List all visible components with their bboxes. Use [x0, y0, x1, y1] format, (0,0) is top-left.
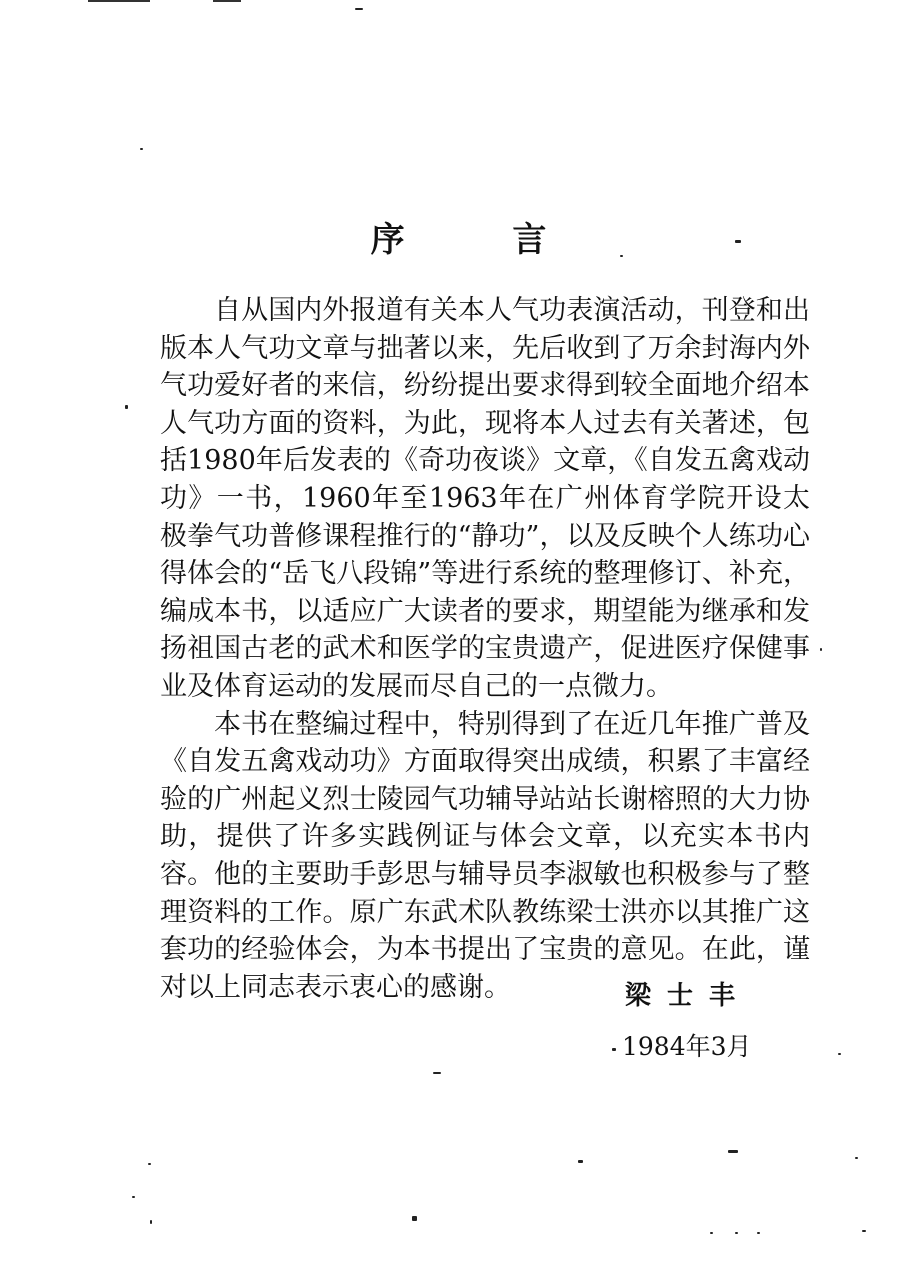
scan-speck [578, 1160, 583, 1163]
scan-speck [140, 148, 143, 150]
scan-speck [150, 1220, 152, 1224]
scan-speck [820, 648, 822, 651]
paragraph-2: 本书在整编过程中，特别得到了在近几年推广普及《自发五禽戏动功》方面取得突出成绩，积累了丰富经验的广州起义烈士陵园气功辅导站站长谢榕照的大力协助，提供了许多实践例证与体会文章，以充实本书内容。他的主要助手彭思与辅导员李淑敏也积极参与了整理资料的工作。原广东武术队教练梁士洪亦以其推广这套功的经验体会，为本书提出了宝贵的意见。在此，谨对以上同志表示衷心的感谢。 [160, 708, 810, 1003]
scan-speck [728, 1150, 738, 1153]
top-edge-mark-right [213, 0, 241, 2]
scan-speck [355, 8, 363, 10]
top-edge-mark-left [88, 0, 150, 2]
scan-speck [433, 1072, 441, 1074]
scan-speck [612, 1048, 616, 1051]
scan-speck [757, 1232, 760, 1234]
scan-speck [148, 1163, 151, 1165]
scan-speck [132, 1196, 135, 1198]
scan-speck [862, 1230, 866, 1232]
scan-speck [125, 405, 128, 409]
scan-speck [710, 1232, 713, 1234]
author-signature: 梁士丰 [625, 981, 752, 1011]
scan-speck [735, 1232, 738, 1234]
preface-title: 序 言 [370, 220, 595, 260]
preface-body [160, 292, 810, 1006]
paragraph-1: 自从国内外报道有关本人气功表演活动，刊登和出版本人气功文章与拙著以来，先后收到了万余封海内外气功爱好者的来信，纷纷提出要求得到较全面地介绍本人气功方面的资料，为此，现将本人过去有关著述，包括1980年后发表的《奇功夜谈》文章，《自发五禽戏动功》一书，1960年至1963年在广州体育学院开设太极拳气功普修课程推行的“静功”，以及反映个人练功心得体会的“岳飞八段锦”等进行系统的整理修订、补充，编成本书，以适应广大读者的要求，期望能为继承和发扬祖国古老的武术和医学的宝贵遗产，促进医疗保健事业及体育运动的发展而尽自己的一点微力。 [160, 295, 810, 702]
preface-date: 1984年3月 [622, 1032, 752, 1061]
scan-speck [855, 1157, 858, 1159]
scan-speck [838, 1053, 841, 1055]
scan-speck [620, 255, 623, 257]
scan-speck [412, 1216, 417, 1221]
scan-speck [735, 240, 741, 243]
